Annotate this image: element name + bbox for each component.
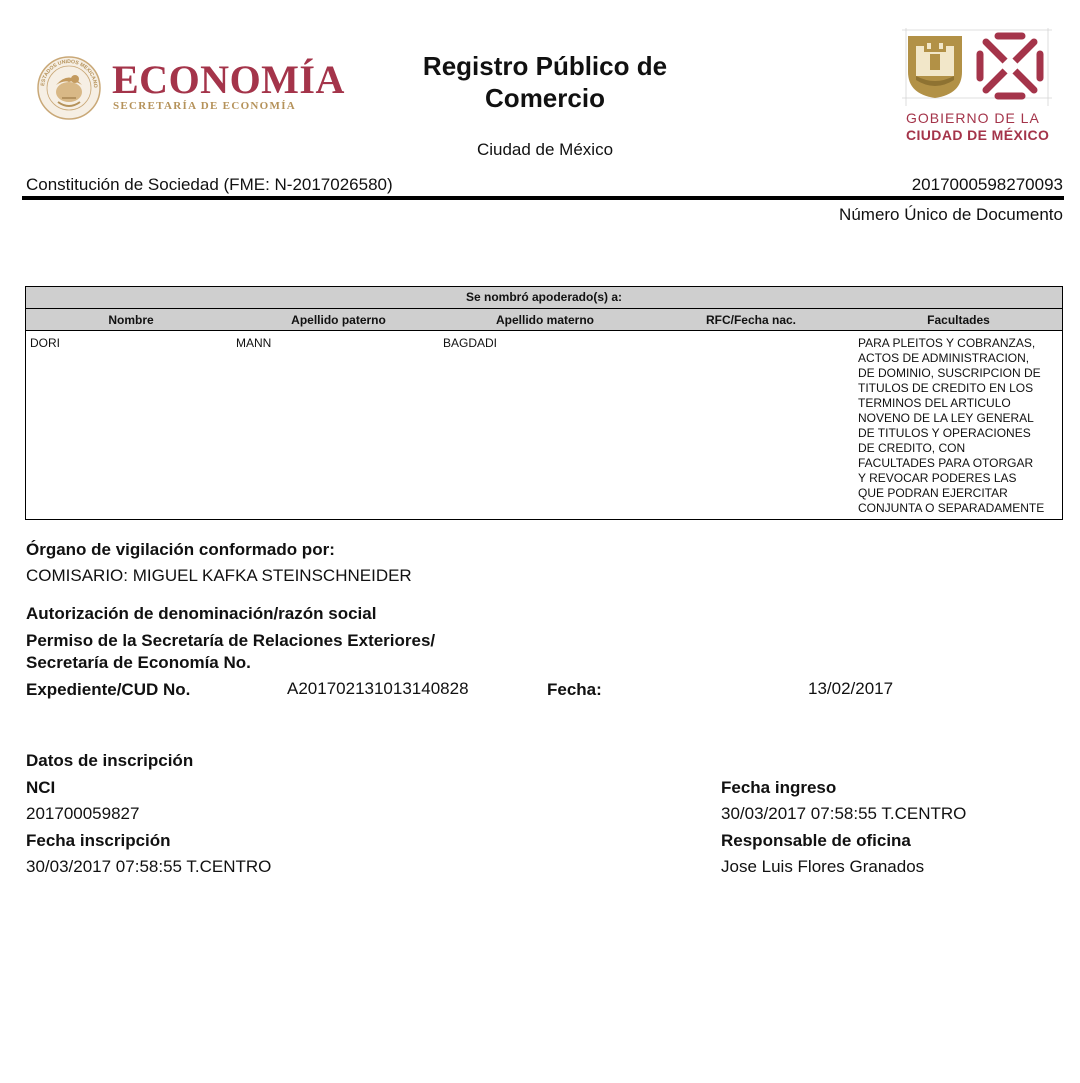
inscripcion-heading: Datos de inscripción	[26, 751, 194, 770]
facultades-line: DE CREDITO, CON	[858, 441, 966, 455]
facultades-line: TITULOS DE CREDITO EN LOS	[858, 381, 1034, 395]
cell-apellido-paterno: MANN	[236, 336, 272, 350]
cell-facultades	[858, 336, 1063, 516]
seal-lettering: ESTADOS UNIDOS MEXICANO	[40, 59, 99, 89]
column-header-nombre: Nombre	[108, 313, 154, 327]
cell-apellido-materno: BAGDADI	[443, 336, 498, 350]
document-number: 2017000598270093	[911, 175, 1063, 194]
facultades-line: QUE PODRAN EJERCITAR	[858, 486, 1008, 500]
cdmx-line1: GOBIERNO DE LA	[906, 110, 1040, 126]
facultades-line: DE TITULOS Y OPERACIONES	[858, 426, 1031, 440]
table-header	[26, 309, 1062, 331]
fecha-ingreso-value: 30/03/2017 07:58:55 T.CENTRO	[721, 804, 967, 823]
header-divider	[22, 196, 1064, 200]
facultades-line: ACTOS DE ADMINISTRACION,	[858, 351, 1030, 365]
permiso-line-2: Secretaría de Economía No.	[26, 653, 251, 672]
mexico-seal-icon	[34, 52, 104, 120]
fecha-label: Fecha:	[547, 680, 602, 699]
responsable-value: Jose Luis Flores Granados	[721, 857, 925, 876]
autorizacion-heading: Autorización de denominación/razón social	[26, 604, 377, 623]
expediente-value: A201702131013140828	[287, 679, 469, 698]
page-subtitle: Ciudad de México	[476, 140, 614, 159]
column-header-facultades: Facultades	[927, 313, 990, 327]
economia-brand: ECONOMÍA	[112, 57, 345, 102]
fecha-value: 13/02/2017	[808, 679, 894, 698]
title-text: Registro Público de Comercio	[422, 51, 668, 113]
facultades-line: PARA PLEITOS Y COBRANZAS,	[858, 336, 1036, 350]
facultades-line: FACULTADES PARA OTORGAR	[858, 456, 1034, 470]
fecha-ingreso-label: Fecha ingreso	[721, 778, 837, 797]
column-header-apellido-paterno: Apellido paterno	[291, 313, 386, 327]
table-caption: Se nombró apoderado(s) a:	[26, 287, 1062, 309]
expediente-label: Expediente/CUD No.	[26, 680, 191, 699]
cdmx-logo	[902, 28, 1054, 146]
nci-value: 201700059827	[26, 804, 140, 823]
cdmx-line2: CIUDAD DE MÉXICO	[906, 127, 1050, 143]
page-title	[380, 50, 710, 114]
facultades-line: TERMINOS DEL ARTICULO	[858, 396, 1011, 410]
responsable-label: Responsable de oficina	[721, 831, 911, 850]
document-type: Constitución de Sociedad (FME: N-2017026580)	[26, 175, 393, 194]
nci-label: NCI	[26, 778, 56, 797]
facultades-line: CONJUNTA O SEPARADAMENTE	[858, 501, 1045, 515]
cell-nombre: DORI	[30, 336, 60, 350]
fecha-inscripcion-label: Fecha inscripción	[26, 831, 171, 850]
permiso-line-1: Permiso de la Secretaría de Relaciones Exteriores/	[26, 631, 436, 650]
cdmx-emblem-icon	[902, 28, 1054, 108]
facultades-line: Y REVOCAR PODERES LAS	[858, 471, 1017, 485]
apoderados-table	[25, 286, 1063, 520]
facultades-line: DE DOMINIO, SUSCRIPCION DE	[858, 366, 1041, 380]
vigilancia-heading: Órgano de vigilación conformado por:	[26, 540, 335, 559]
column-header-rfc: RFC/Fecha nac.	[705, 313, 797, 327]
fecha-inscripcion-value: 30/03/2017 07:58:55 T.CENTRO	[26, 857, 272, 876]
facultades-line: NOVENO DE LA LEY GENERAL	[858, 411, 1034, 425]
economia-logo	[34, 52, 354, 124]
document-number-label: Número Único de Documento	[839, 205, 1063, 224]
vigilancia-value: COMISARIO: MIGUEL KAFKA STEINSCHNEIDER	[26, 566, 412, 585]
economia-subtitle: SECRETARÍA DE ECONOMÍA	[113, 100, 297, 112]
column-header-apellido-materno: Apellido materno	[495, 313, 594, 327]
